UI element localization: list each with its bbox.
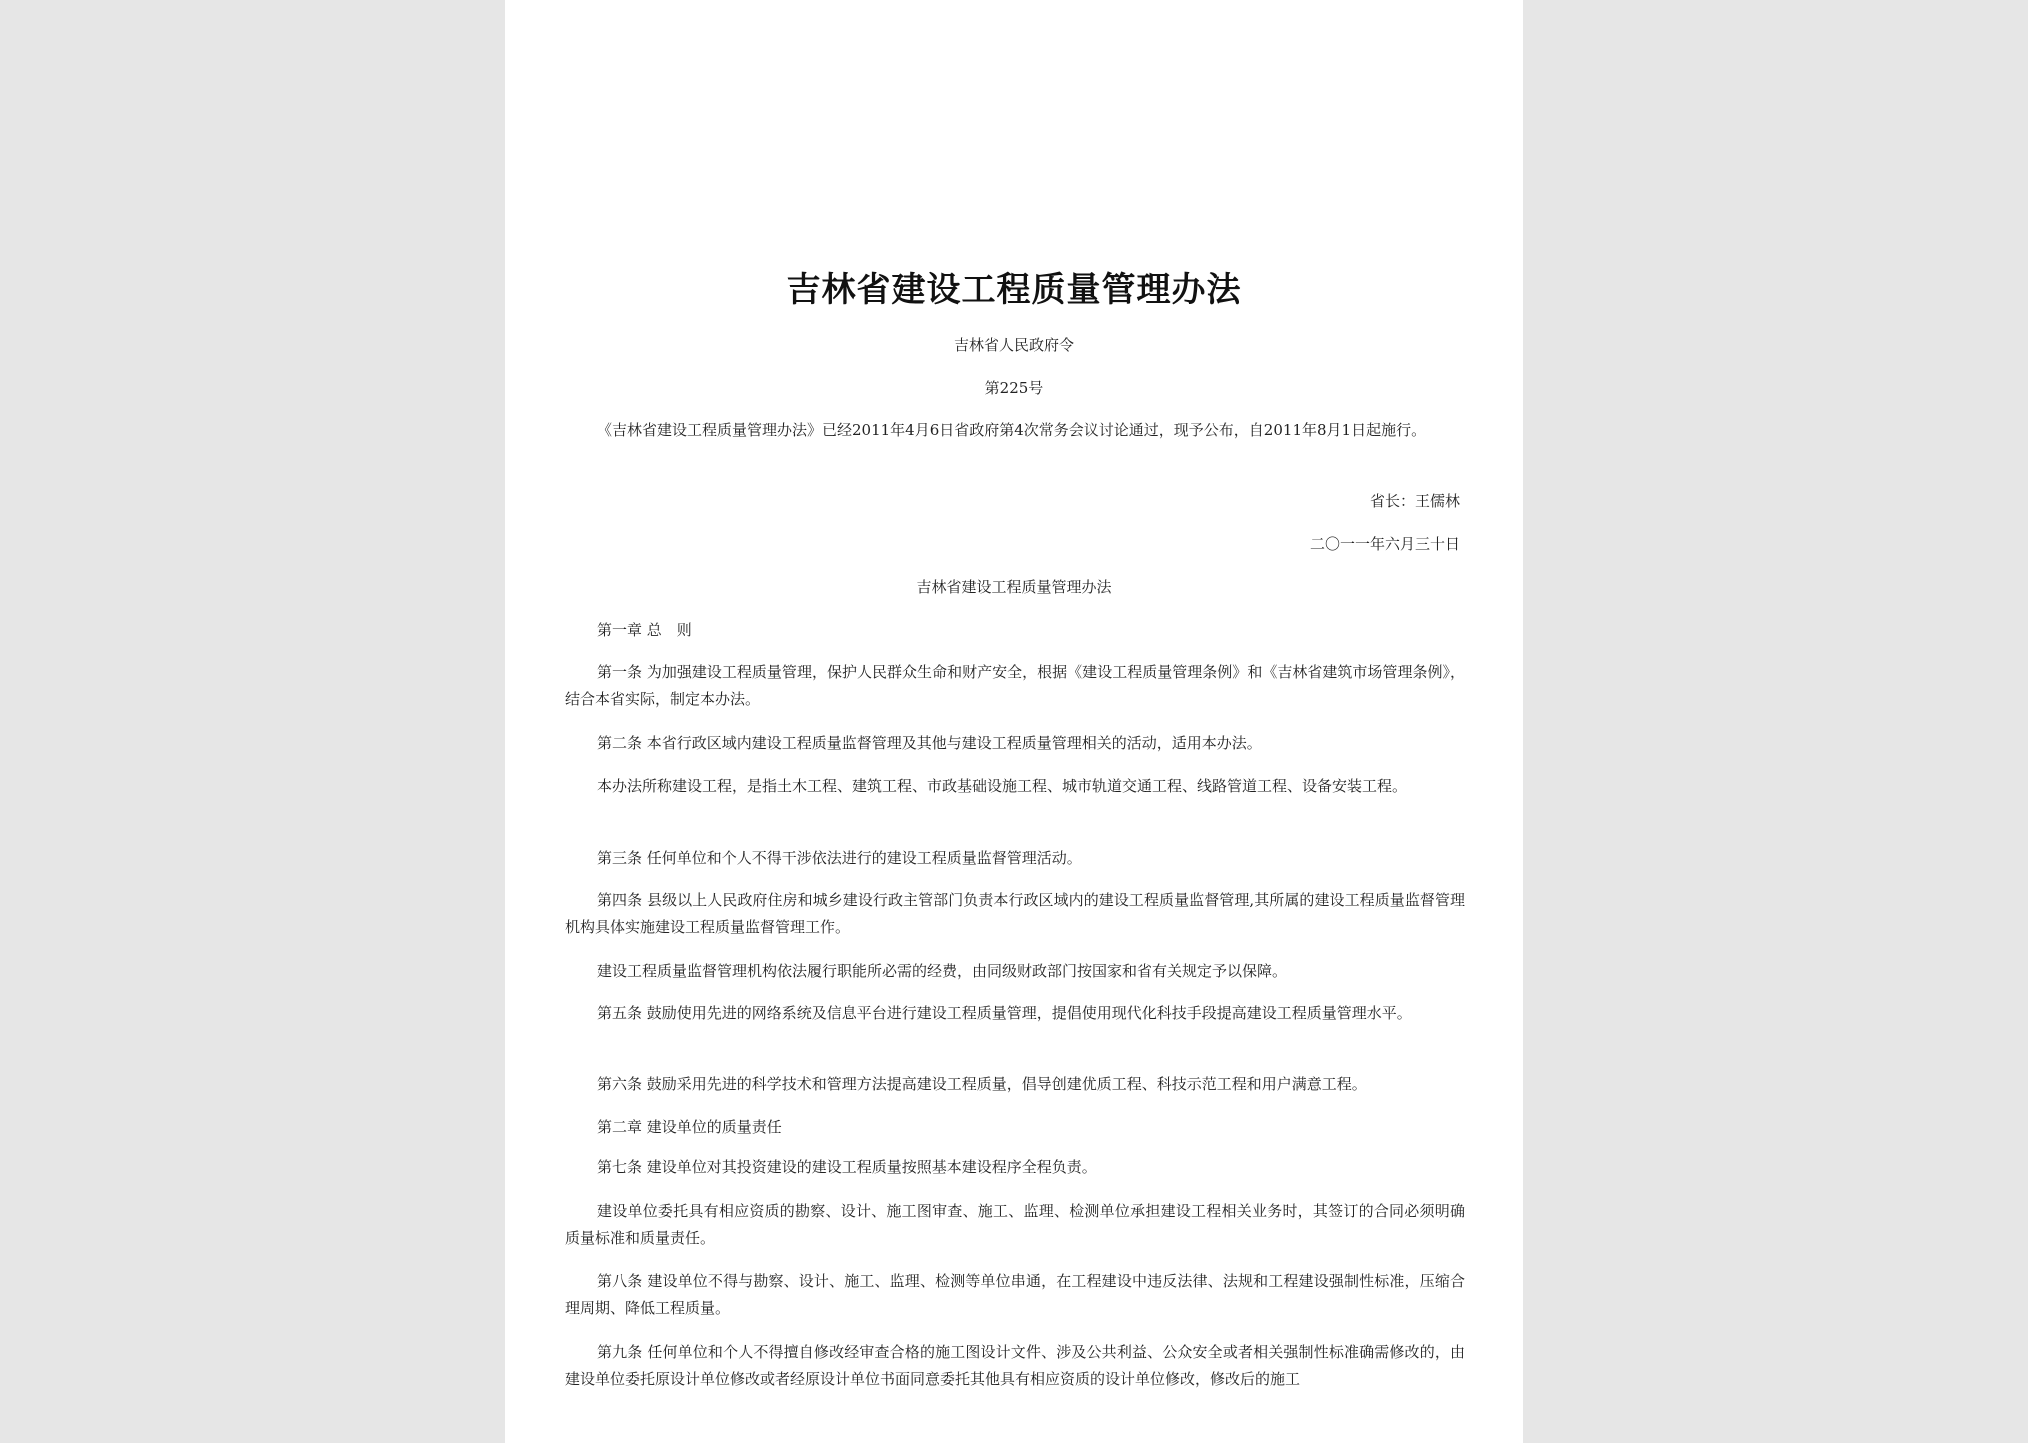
article-paragraph: 建设单位委托具有相应资质的勘察、设计、施工图审查、施工、监理、检测单位承担建设工程相关业务时，其签订的合同必须明确质量标准和质量责任。 bbox=[565, 1202, 1465, 1247]
promulgation-paragraph: 《吉林省建设工程质量管理办法》已经2011年4月6日省政府第4次常务会议讨论通过，现予公布，自2011年8月1日起施行。 bbox=[597, 421, 1427, 439]
article-paragraph: 第一条 为加强建设工程质量管理，保护人民群众生命和财产安全，根据《建设工程质量管理条例》和《吉林省建筑市场管理条例》，结合本省实际，制定本办法。 bbox=[565, 663, 1465, 708]
issuer-line: 吉林省人民政府令 bbox=[953, 336, 1074, 354]
signature-line: 省长：王儒林 bbox=[1369, 492, 1460, 510]
article-paragraph: 第九条 任何单位和个人不得擅自修改经审查合格的施工图设计文件、涉及公共利益、公众安全或者相关强制性标准确需修改的，由建设单位委托原设计单位修改或者经原设计单位书面同意委托其他具有相应资质的设计单位修改，修改后的施工 bbox=[565, 1343, 1465, 1388]
article-paragraph: 建设工程质量监督管理机构依法履行职能所必需的经费，由同级财政部门按国家和省有关规定予以保障。 bbox=[597, 962, 1288, 980]
article-paragraph: 第四条 县级以上人民政府住房和城乡建设行政主管部门负责本行政区域内的建设工程质量监督管理,其所属的建设工程质量监督管理机构具体实施建设工程质量监督管理工作。 bbox=[565, 891, 1465, 936]
article-paragraph: 第三条 任何单位和个人不得干涉依法进行的建设工程质量监督管理活动。 bbox=[597, 849, 1082, 867]
article-paragraph: 第二条 本省行政区域内建设工程质量监督管理及其他与建设工程质量管理相关的活动，适用本办法。 bbox=[597, 734, 1262, 752]
chapter-heading: 第一章 总 则 bbox=[597, 621, 692, 639]
document-title: 吉林省建设工程质量管理办法 bbox=[786, 270, 1242, 310]
date-line: 二〇一一年六月三十日 bbox=[1309, 535, 1460, 553]
article-paragraph: 本办法所称建设工程，是指土木工程、建筑工程、市政基础设施工程、城市轨道交通工程、线路管道工程、设备安装工程。 bbox=[597, 777, 1408, 795]
article-paragraph: 第七条 建设单位对其投资建设的建设工程质量按照基本建设程序全程负责。 bbox=[597, 1158, 1097, 1176]
article-paragraph: 第五条 鼓励使用先进的网络系统及信息平台进行建设工程质量管理，提倡使用现代化科技手段提高建设工程质量管理水平。 bbox=[597, 1004, 1412, 1022]
order-number: 第225号 bbox=[984, 379, 1044, 397]
document-page bbox=[505, 0, 1523, 1443]
document-subtitle: 吉林省建设工程质量管理办法 bbox=[916, 578, 1112, 596]
chapter-heading: 第二章 建设单位的质量责任 bbox=[597, 1118, 782, 1136]
article-paragraph: 第六条 鼓励采用先进的科学技术和管理方法提高建设工程质量，倡导创建优质工程、科技示范工程和用户满意工程。 bbox=[597, 1075, 1367, 1093]
article-paragraph: 第八条 建设单位不得与勘察、设计、施工、监理、检测等单位串通，在工程建设中违反法律、法规和工程建设强制性标准，压缩合理周期、降低工程质量。 bbox=[565, 1272, 1465, 1317]
